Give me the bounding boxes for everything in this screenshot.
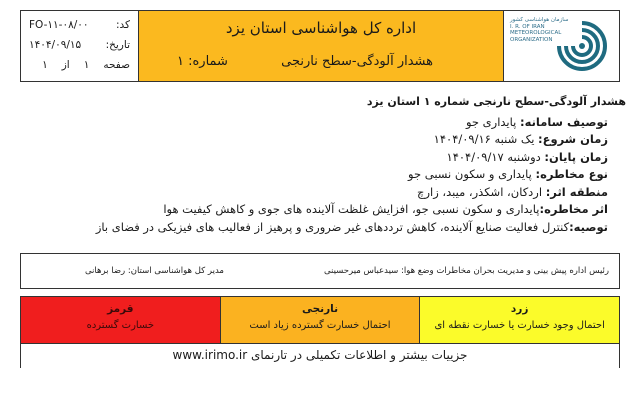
field-value: پایداری و سکون نسبی جو، افزایش غلظت آلاینده های جوی و کاهش کیفیت هوا <box>163 202 540 216</box>
level-desc: خسارت گسترده <box>86 320 155 331</box>
field-label: اثر مخاطره: <box>539 202 608 216</box>
field-value: دوشنبه ۱۴۰۴/۰۹/۱۷ <box>446 149 545 164</box>
page-row <box>29 55 130 75</box>
page-current: ۱ <box>83 59 90 71</box>
level-red <box>21 297 220 343</box>
irimo-logo <box>504 11 619 81</box>
level-name: نارنجی <box>301 303 339 315</box>
code-label: کد: <box>115 19 130 31</box>
field-start-time <box>26 131 626 149</box>
warning-details <box>26 93 626 236</box>
levels-row <box>21 297 619 343</box>
level-desc: احتمال وجود خسارت یا خسارت نقطه ای <box>434 320 605 331</box>
level-yellow <box>419 297 619 343</box>
field-value: اردکان، اشکذر، میبد، زارچ <box>417 184 546 199</box>
forecast-head-signature: رئیس اداره پیش بینی و مدیریت بحران مخاطرات وضع هوا: سیدعباس میرحسینی <box>323 266 609 276</box>
warning-levels-legend <box>20 296 620 368</box>
logo-line-1: I. R. OF IRAN <box>510 23 545 30</box>
field-label: زمان شروع: <box>538 132 608 146</box>
website-footer: جزییات بیشتر و اطلاعات تکمیلی در تارنمای www.irimo.ir <box>21 343 619 368</box>
page-total: ۱ <box>42 59 48 71</box>
page-of: از <box>61 59 70 71</box>
logo-line-3: ORGANIZATION <box>510 36 553 43</box>
logo-line-2: METEOROLOGICAL <box>510 30 562 36</box>
field-value: پایداری جو <box>465 114 520 129</box>
code-row <box>29 15 130 35</box>
document-meta <box>21 11 139 81</box>
field-recommendation <box>26 219 626 237</box>
warning-number: شماره: ۱ <box>177 54 228 69</box>
field-value: کنترل فعالیت صنایع آلاینده، کاهش ترددهای غیر ضروری و پرهیز از فعالیب های فیزیکی در فضای باز <box>95 219 570 234</box>
page-label: صفحه <box>103 59 130 71</box>
field-hazard-type <box>26 166 626 184</box>
field-affected-area <box>26 184 626 202</box>
level-orange <box>220 297 420 343</box>
level-name: زرد <box>510 303 529 315</box>
warning-subtitle: هشدار آلودگی-سطح نارنجی <box>281 54 433 69</box>
logo-line-fa: سازمان هواشناسی کشور <box>510 17 569 23</box>
warning-heading: هشدار آلودگی-سطح نارنجی شماره ۱ استان یزد <box>366 95 626 108</box>
code-value: FO-۱۱-۰۸/۰۰ <box>29 19 89 31</box>
signatures-box <box>20 253 620 289</box>
field-value: یک شنبه ۱۴۰۴/۰۹/۱۶ <box>433 132 539 146</box>
director-signature: مدیر کل هواشناسی استان: رضا برهانی <box>84 266 224 276</box>
field-value: پایداری و سکون نسبی جو <box>408 167 536 181</box>
page-title: اداره کل هواشناسی استان یزد <box>225 19 417 37</box>
date-label: تاریخ: <box>105 39 130 51</box>
field-label: توصیف سامانه: <box>520 114 608 129</box>
level-desc: احتمال خسارت گسترده زیاد است <box>249 320 391 331</box>
field-label: منطقه اثر: <box>545 184 608 199</box>
date-value: ۱۴۰۴/۰۹/۱۵ <box>29 39 82 51</box>
field-end-time <box>26 149 626 167</box>
header-title-block <box>139 11 504 81</box>
document-header <box>20 10 620 82</box>
field-system-description <box>26 114 626 132</box>
field-hazard-effect <box>26 201 626 219</box>
field-label: زمان پایان: <box>544 149 608 164</box>
spiral-logo-icon <box>553 17 611 75</box>
level-name: قرمز <box>107 303 134 315</box>
field-label: نوع مخاطره: <box>535 167 608 181</box>
field-label: توصیه: <box>569 219 608 234</box>
date-row <box>29 35 130 55</box>
